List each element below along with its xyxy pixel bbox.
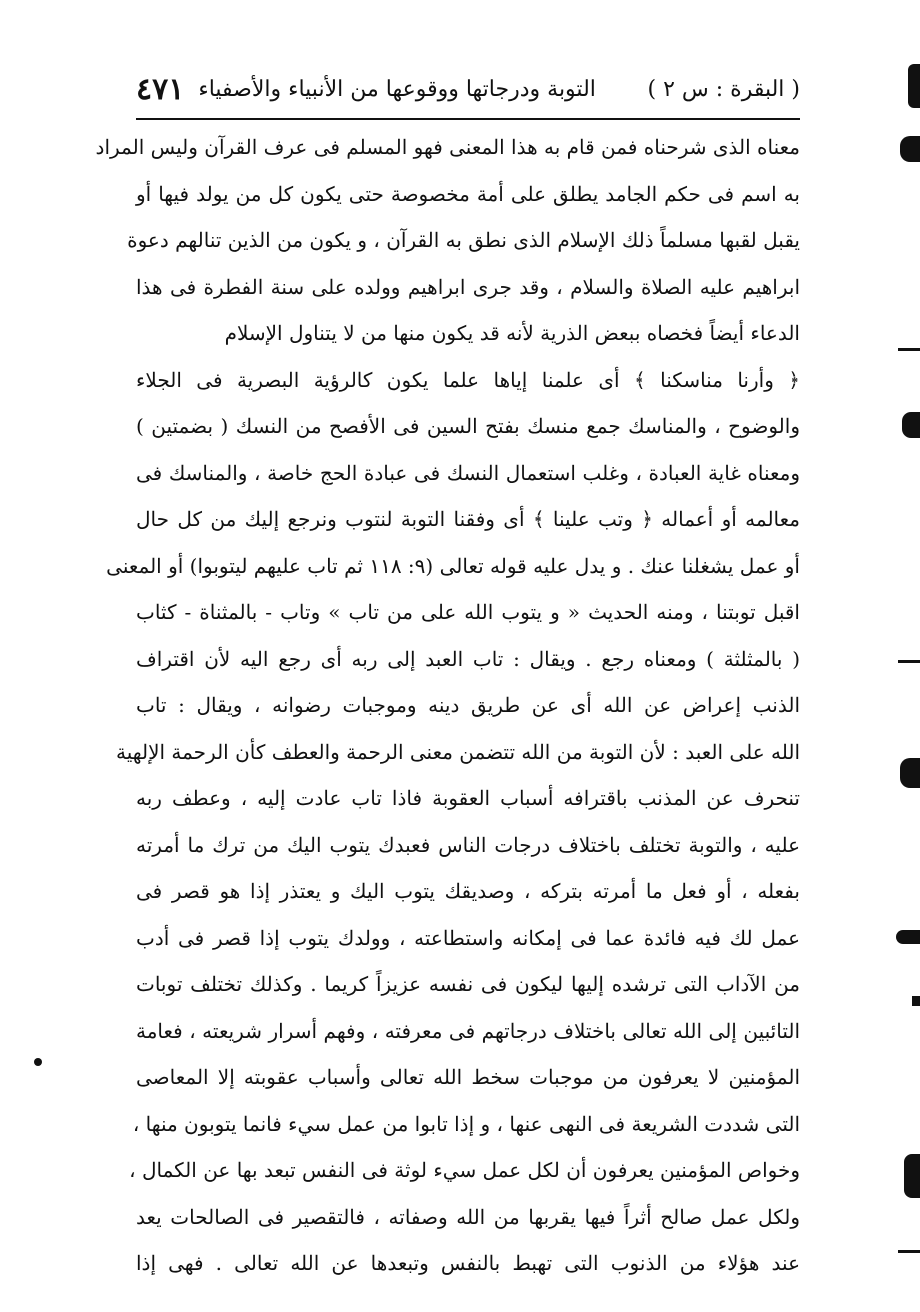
page-number: ٤٧١: [136, 71, 185, 107]
text-line: ولكل عمل صالح أثراً فيها يقربها من الله وصفاته ، فالتقصير فى الصالحات يعد: [136, 1204, 800, 1229]
text-line: عمل لك فيه فائدة عما فى إمكانه واستطاعته ، وولدك يتوب إذا قصر فى أدب: [136, 925, 800, 950]
scan-edge-mark: [902, 412, 920, 438]
text-line: بفعله ، أو فعل ما أمرته بتركه ، وصديقك يتوب اليك و يعتذر إذا هو قصر فى: [136, 879, 800, 903]
scan-edge-mark: [898, 660, 920, 663]
text-line: الله على العبد : لأن التوبة من الله تتضمن معنى الرحمة والعطف كأن الرحمة الإلهية: [116, 739, 800, 764]
scan-edge-mark: [912, 996, 920, 1006]
text-line: ﴿ وأرنا مناسكنا ﴾ أى علمنا إياها علما يكون كالرؤية البصرية فى الجلاء: [136, 367, 800, 392]
text-line: التائبين إلى الله تعالى باختلاف درجاتهم فى معرفته ، وفهم أسرار شريعته ، فعامة: [136, 1018, 800, 1043]
scan-edge-mark: [900, 758, 920, 788]
text-line: ( بالمثلثة ) ومعناه رجع . ويقال : تاب العبد إلى ربه أى رجع اليه لأن اقتراف: [136, 646, 800, 671]
scan-edge-mark: [898, 348, 920, 351]
text-line: معناه الذى شرحناه فمن قام به هذا المعنى فهو المسلم فى عرف القرآن وليس المراد: [95, 135, 800, 159]
text-line: عند هؤلاء من الذنوب التى تهبط بالنفس وتبعدها عن الله تعالى . فهى إذا: [136, 1251, 800, 1275]
text-line: اقبل توبتنا ، ومنه الحديث « و يتوب الله على من تاب » وتاب - بالمثناة - كثاب: [136, 600, 800, 624]
scan-edge-mark: [908, 64, 920, 108]
scan-edge-mark: [896, 930, 920, 944]
text-line: أو عمل يشغلنا عنك . و يدل عليه قوله تعالى (٩: ١١٨ ثم تاب عليهم ليتوبوا) أو المعنى: [106, 553, 800, 578]
text-line: وخواص المؤمنين يعرفون أن لكل عمل سيء لوثة فى النفس تبعد بها عن الكمال ،: [129, 1158, 800, 1182]
scan-edge-mark: [904, 1154, 920, 1198]
text-line: من الآداب التى ترشده إليها ليكون فى نفسه عزيزاً كريما . وكذلك تختلف توبات: [136, 972, 800, 996]
text-line: يقبل لقبها مسلماً ذلك الإسلام الذى نطق به القرآن ، و يكون من الذين تنالهم دعوة: [127, 228, 800, 252]
text-line: به اسم فى حكم الجامد يطلق على أمة مخصوصة حتى يكون كل من يولد فيها أو: [136, 181, 800, 206]
header-left-group: [136, 72, 596, 107]
text-line: معالمه أو أعماله ﴿ وتب علينا ﴾ أى وفقنا التوبة لنتوب ونرجع إليك من كل حال: [136, 507, 800, 531]
scan-edge-mark: [898, 1250, 920, 1253]
text-line: ومعناه غاية العبادة ، وغلب استعمال النسك فى عبادة الحج خاصة ، والمناسك فى: [136, 460, 800, 485]
text-line: الذنب إعراض عن الله أى عن طريق دينه وموجبات رضوانه ، ويقال : تاب: [136, 693, 800, 717]
section-title: التوبة ودرجاتها ووقوعها من الأنبياء والأصفياء: [198, 76, 596, 102]
scan-edge-mark: [900, 136, 920, 162]
text-line: التى شددت الشريعة فى النهى عنها ، و إذا تابوا من عمل سيء فانما يتوبون منها ،: [132, 1111, 800, 1136]
scan-dot: [34, 1058, 42, 1066]
body-text: [95, 124, 800, 1287]
surah-reference: ( البقرة : س ٢ ): [647, 76, 800, 102]
text-line: ابراهيم عليه الصلاة والسلام ، وقد جرى ابراهيم وولده على سنة الفطرة فى هذا: [136, 274, 800, 299]
text-line: والوضوح ، والمناسك جمع منسك بفتح السين فى الأفصح من النسك ( بضمتين ): [136, 414, 800, 438]
text-line: تنحرف عن المذنب باقترافه أسباب العقوبة فاذا تاب عادت إليه ، وعطف ربه: [136, 786, 800, 810]
header-divider: [136, 118, 800, 120]
text-line: عليه ، والتوبة تختلف باختلاف درجات الناس فعبدك يتوب اليك من ترك ما أمرته: [136, 832, 800, 857]
page-header: [136, 64, 800, 114]
text-line: الدعاء أيضاً فخصاه ببعض الذرية لأنه قد يكون منها من لا يتناول الإسلام: [224, 321, 800, 345]
text-line: المؤمنين لا يعرفون من موجبات سخط الله تعالى وأسباب عقوبته إلا المعاصى: [136, 1065, 800, 1089]
